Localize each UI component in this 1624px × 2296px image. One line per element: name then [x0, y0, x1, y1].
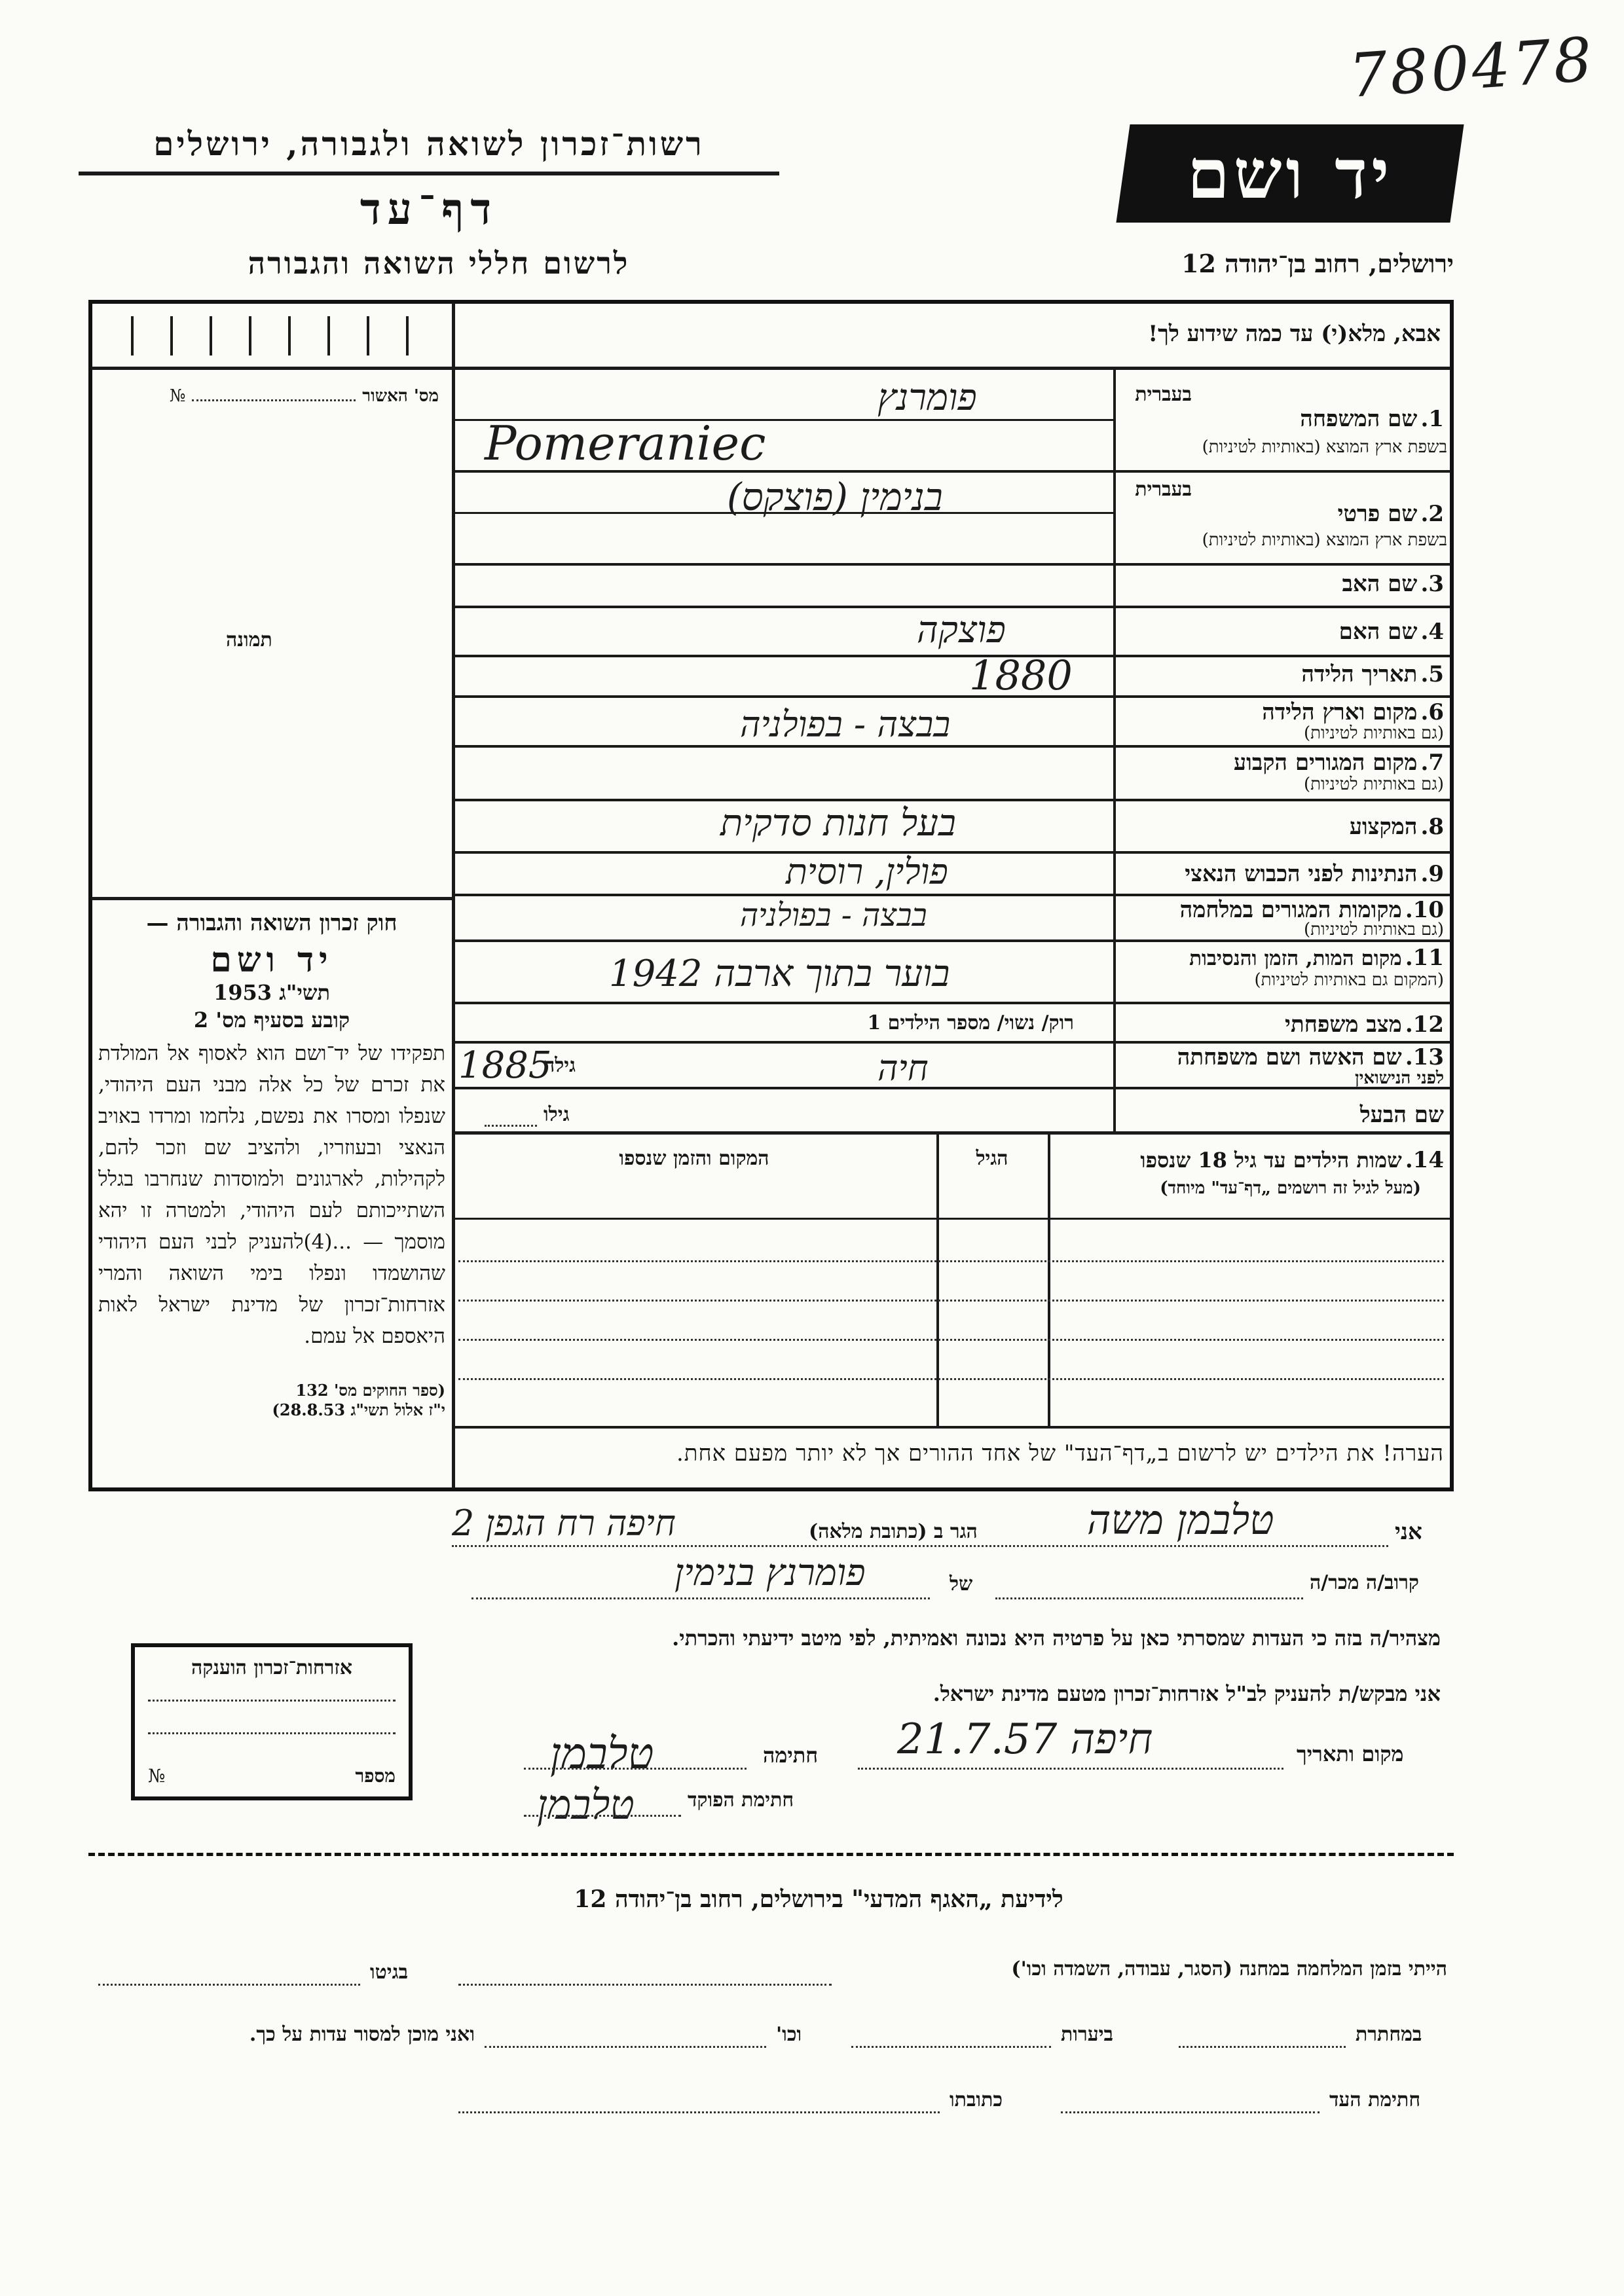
children-label: 14. שמות הילדים עד גיל 18 שנספו	[1140, 1147, 1444, 1173]
examiner-signature: טלבמן	[537, 1781, 635, 1829]
note-row-top	[455, 1426, 1450, 1429]
field-1-note: בשפת ארץ המוצא (באותיות לטיניות)	[1202, 437, 1447, 457]
bottom-line2-b: ביערות	[1061, 2023, 1114, 2046]
citizenship-line	[148, 1732, 396, 1734]
signature-dots	[524, 1768, 747, 1770]
document-number: 780478	[1346, 24, 1597, 111]
field-8-label: 8. המקצוע	[1349, 814, 1444, 840]
note-line: הערה! את הילדים יש לרשום ב„דף־העד" של אחד ההורים אך לא יותר מפעם אחת.	[676, 1440, 1444, 1467]
field-2-side: בעברית	[1135, 478, 1192, 501]
field-10-note: (גם באותיות לטיניות)	[1303, 920, 1444, 939]
husband-age-label: גילו	[544, 1103, 570, 1126]
law-name: יד ושם	[210, 940, 333, 980]
field-12-value: רוק/ נשוי/ מספר הילדים 1	[867, 1011, 1074, 1034]
field-11-value: בוער בתוך ארבה 1942	[609, 953, 950, 995]
bottom-dots-5	[485, 2046, 766, 2048]
row-divider	[455, 894, 1450, 896]
field-8-value: בעל חנות סדקית	[720, 802, 956, 845]
field-11-label: 11. מקום המות, הזמן והנסיבות	[1189, 945, 1444, 971]
authority-underline	[79, 172, 779, 175]
field-10-value: בבצה - בפולניה	[740, 897, 927, 934]
bottom-line3-a: חתימת העד	[1329, 2088, 1421, 2111]
examiner-dots	[524, 1815, 681, 1817]
header-address: ירושלים, רחוב בן־יהודה 12	[1181, 249, 1454, 278]
row-divider	[455, 1041, 1450, 1044]
form-subtitle: לרשום חללי השואה והגבורה	[248, 246, 630, 281]
row-divider	[455, 1131, 1450, 1135]
bottom-line1-b: בגיטו	[370, 1961, 409, 1984]
declaration-dots-3	[995, 1597, 1303, 1599]
bottom-dots-1	[458, 1984, 832, 1986]
law-source-1: (ספר החוקים מס' 132	[295, 1381, 445, 1400]
intro-line: אבא, מלא(י) עד כמה שידוע לך!	[1148, 321, 1441, 347]
field-1-value-latin: Pomeraniec	[485, 416, 766, 471]
declaration-ani: אני	[1395, 1519, 1422, 1545]
corner-strip	[92, 303, 455, 369]
bottom-line2-d: ואני מוכן למסור עדות על כך.	[249, 2023, 475, 2046]
husband-label: שם הבעל	[1359, 1102, 1444, 1128]
field-4-value: פוצקה	[917, 609, 1006, 651]
logo-text: יד ושם	[1187, 133, 1393, 214]
field-4-label: 4. שם האם	[1338, 619, 1444, 645]
relative-of-name: פומרנץ בנימין	[674, 1552, 866, 1594]
bottom-dots-3	[1179, 2046, 1346, 2048]
field-2-label: 2. שם פרטי	[1337, 501, 1444, 527]
examiner-label: חתימת הפוקד	[688, 1789, 794, 1812]
row-divider	[455, 745, 1450, 748]
place-date-label: מקום ותאריך	[1297, 1741, 1404, 1766]
field-7-note: (גם באותיות לטיניות)	[1303, 774, 1444, 794]
field-7-label: 7. מקום המגורים הקבוע	[1233, 750, 1444, 776]
law-clause: קובע בסעיף מס' 2	[193, 1008, 350, 1032]
citizenship-title: אזרחות־זכרון הוענקה	[191, 1656, 353, 1679]
section-separator	[88, 1853, 1454, 1856]
law-year: תשי"ג 1953	[213, 980, 330, 1005]
row-divider	[455, 851, 1450, 854]
field-12-label: 12. מצב משפחתי	[1285, 1011, 1444, 1038]
field-11-note: (המקום גם באותיות לטיניות)	[1254, 970, 1444, 990]
row-divider	[455, 655, 1450, 657]
field-13-age-value: 1885	[458, 1044, 552, 1087]
row-divider	[455, 799, 1450, 801]
bottom-line1-a: הייתי בזמן המלחמה במחנה (הסגר, עבודה, השמדה וכו')	[1011, 1958, 1447, 1980]
children-place-header: המקום והזמן שנספו	[619, 1147, 769, 1170]
field-13-label: 13. שם האשה ושם משפחתה	[1177, 1044, 1444, 1070]
photo-box-bottom	[92, 897, 453, 900]
field-9-value: פולין, רוסית	[786, 851, 948, 892]
declaration-relation-label: קרוב/ה מכר/ה	[1310, 1571, 1419, 1594]
authority-name: רשות־זכרון לשואה ולגבורה, ירושלים	[153, 124, 705, 163]
citizenship-line	[148, 1700, 396, 1702]
children-col-divider-2	[1048, 1135, 1050, 1426]
declarant-name: טלבמן משה	[1087, 1496, 1274, 1544]
signature-value: טלבמן	[550, 1728, 654, 1779]
children-row-dots	[458, 1300, 1444, 1302]
law-body: תפקידו של יד־ושם הוא לאסוף אל המולדת את זכרם של כל אלה מבני העם היהודי, שנפלו ומסרו את נפשם, נלחמו ומרדו באויב הנאצי ובעוזריו, ולהציב שם וזכר להם, לקהילות, לארגונים ולמוסדות שנחרבו בגלל השתייכותם לעם היהודי, ולמטרה זו יהא מוסמך — ...(4)להעניק לבני העם היהודי שהושמדו ונפלו בימי השואה והמרי אזרחות־זכרון של מדינת ישראל לאות היאספם אל עמם.	[98, 1042, 445, 1348]
declaration-request: אני מבקש/ת להעניק לב"ל אזרחות־זכרון מטעם מדינת ישראל.	[932, 1681, 1441, 1706]
place-date-dots	[858, 1768, 1283, 1770]
row-divider	[455, 563, 1450, 566]
place-date-value: חיפה 21.7.57	[897, 1715, 1153, 1764]
law-title: חוק זכרון השואה והגבורה —	[146, 910, 397, 936]
form-title: דף־עד	[360, 183, 498, 234]
field-13-value: חיה	[877, 1048, 929, 1089]
law-box	[98, 910, 445, 1420]
labels-column-divider	[1113, 369, 1116, 1131]
children-col-divider-1	[936, 1135, 939, 1426]
field-13-note: לפני הנישואין	[1354, 1068, 1444, 1088]
field-6-value: בבצה - בפולניה	[740, 704, 951, 745]
bottom-dots-2	[98, 1984, 360, 1986]
approval-number-label: מס' האשור №	[169, 386, 439, 406]
children-row-dots	[458, 1339, 1444, 1341]
field-5-label: 5. תאריך הלידה	[1301, 661, 1444, 687]
bottom-dots-7	[458, 2111, 940, 2113]
field-2-value: בנימין (פוצקס)	[727, 475, 943, 519]
header-row-bottom	[92, 367, 1450, 370]
children-row-dots	[458, 1260, 1444, 1262]
children-age-header: הגיל	[976, 1147, 1008, 1170]
field-6-label: 6. מקום וארץ הלידה	[1262, 699, 1444, 725]
declaration-statement: מצהיר/ה בזה כי העדות שמסרתי כאן על פרטיה היא נכונה ואמיתית, לפי מיטב ידיעתי והכרתי.	[672, 1626, 1441, 1650]
husband-age-dots	[485, 1125, 537, 1127]
bottom-line3-b: כתובתו	[950, 2088, 1003, 2111]
citizenship-box	[131, 1643, 413, 1800]
row-divider	[455, 939, 1450, 942]
children-header-bottom	[455, 1218, 1450, 1220]
bottom-heading: לידיעת „האגף המדעי" בירושלים, רחוב בן־יהודה 12	[574, 1886, 1063, 1913]
row-divider	[455, 606, 1450, 608]
yad-vashem-logo	[1116, 124, 1464, 223]
field-13-age-label: גילה	[544, 1054, 576, 1077]
signature-label: חתימה	[763, 1743, 819, 1768]
declarant-address: חיפה רח הגפן 2	[452, 1503, 676, 1544]
bottom-line2-c: וכו'	[776, 2023, 802, 2046]
declaration-dots-1	[452, 1545, 1388, 1547]
field-1-label: 1. שם המשפחה	[1300, 406, 1444, 432]
field-6-note: (גם באותיות לטיניות)	[1303, 723, 1444, 743]
children-row-dots	[458, 1378, 1444, 1380]
field-3-label: 3. שם האב	[1342, 571, 1444, 597]
field-1-value-hebrew: פומרנץ	[877, 376, 977, 419]
photo-label: תמונה	[226, 629, 272, 651]
field-1-side: בעברית	[1135, 383, 1192, 406]
declaration-dots-2	[471, 1597, 930, 1599]
declaration-lives-at: הגר ב (כתובת מלאה)	[809, 1520, 978, 1543]
bottom-dots-6	[1061, 2111, 1320, 2113]
law-source-2: י"ז אלול תשי"ג 28.8.53)	[272, 1400, 445, 1419]
citizenship-number-row: מספר №	[148, 1765, 396, 1787]
row-divider	[455, 695, 1450, 698]
row-divider	[455, 1002, 1450, 1004]
field-9-label: 9. הנתינות לפני הכבוש הנאצי	[1185, 861, 1444, 887]
children-note: (מעל לגיל זה רושמים „דף־עד" מיוחד)	[1160, 1178, 1421, 1198]
declaration-of-label: של	[950, 1573, 973, 1595]
field-10-label: 10. מקומות המגורים במלחמה	[1179, 897, 1444, 923]
bottom-line2-a: במחתרת	[1356, 2023, 1422, 2046]
field-2-note: בשפת ארץ המוצא (באותיות לטיניות)	[1202, 530, 1447, 550]
field-5-value: 1880	[969, 651, 1073, 699]
bottom-dots-4	[851, 2046, 1051, 2048]
